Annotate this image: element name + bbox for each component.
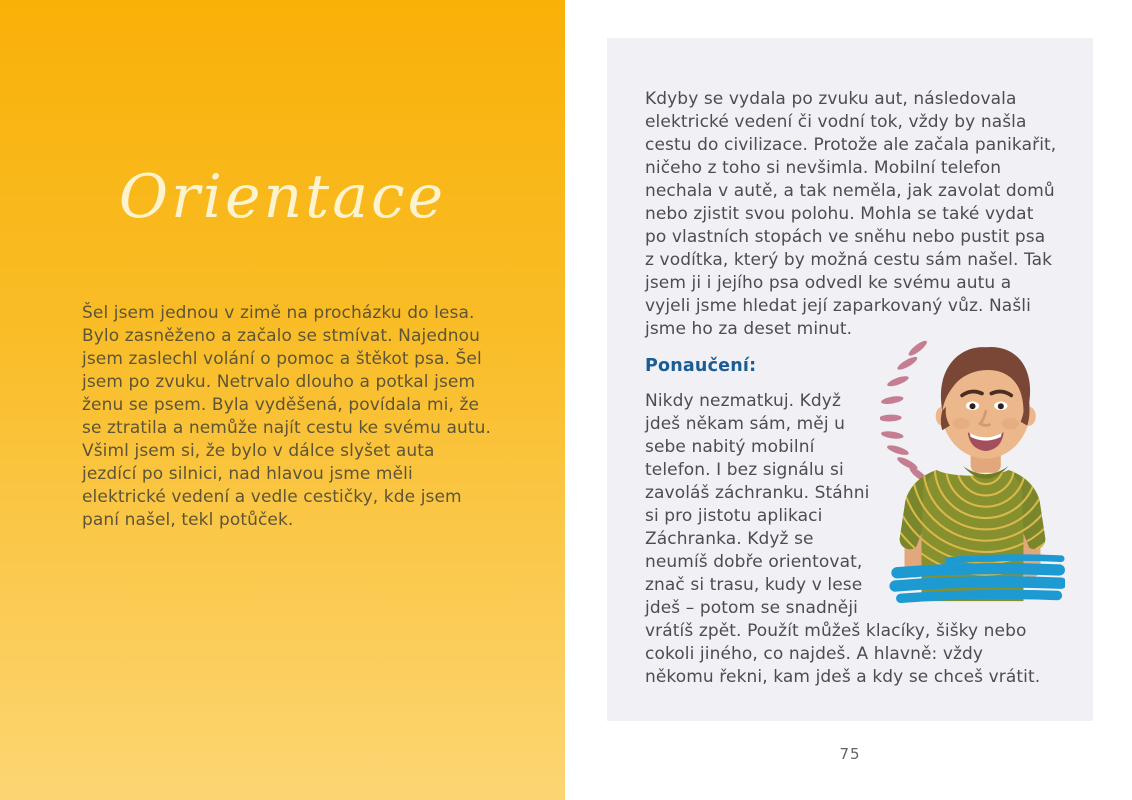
lesson-heading: Ponaučení: bbox=[645, 356, 757, 376]
pink-rays-icon bbox=[880, 339, 930, 485]
left-page bbox=[0, 0, 565, 800]
right-page bbox=[607, 38, 1093, 721]
boy-figure-icon bbox=[880, 347, 1065, 601]
lesson-paragraph: Nikdy nezmatkuj. Když jdeš někam sám, měj u sebe nabitý mobilní telefon. I bez signálu si zavoláš záchranku. Stáhni si pro jistotu aplikaci Záchranka. Když se neumíš dobře orientovat, znač si trasu, kudy v lese jdeš – potom se snadněji vrátíš zpět. Použít můžeš klacíky, šišky nebo cokoli jiného, co najdeš. A hlavně: vždy někomu řekni, kam jdeš a kdy se chceš vrátit. bbox=[645, 391, 1041, 687]
left-page-paragraph: Šel jsem jednou v zimě na procházku do lesa. Bylo zasněženo a začalo se stmívat. Najednou jsem zaslechl volání o pomoc a štěkot psa. Šel jsem po zvuku. Netrvalo dlouho a potkal jsem ženu se psem. Byla vyděšená, povídala mi, že se ztratila a nemůže najít cestu ke svému autu. Všiml jsem si, že bylo v dálce slyšet auta jezdící po silnici, nad hlavou jsme měli elektrické vedení a vedle cestičky, kde jsem paní našel, tekl potůček. bbox=[82, 303, 491, 530]
chapter-title: Orientace bbox=[118, 162, 447, 232]
right-page-paragraph: Kdyby se vydala po zvuku aut, následovala elektrické vedení či vodní tok, vždy by našla cestu do civilizace. Protože ale začala panikařit, ničeho z toho si nevšimla. Mobilní telefon nechala v autě, a tak neměla, jak zavolat domů nebo zjistit svou polohu. Mohla se také vydat po vlastních stopách ve sněhu nebo pustit psa z vodítka, který by možná cestu sám našel. Tak jsem ji i jejího psa odvedl ke svému autu a vyjeli jsme hledat její zaparkovaný vůz. Našli jsme ho za deset minut. bbox=[645, 89, 1057, 339]
boy-illustration bbox=[880, 335, 1065, 603]
page-number: 75 bbox=[839, 745, 861, 763]
